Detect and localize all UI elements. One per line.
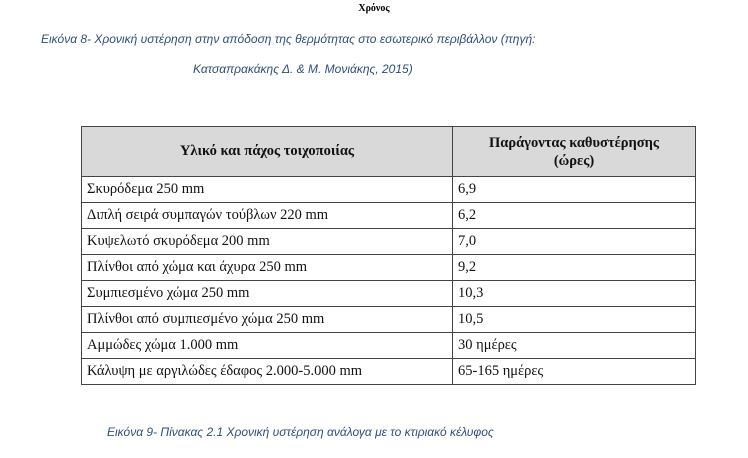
table-row	[82, 177, 696, 203]
figure-axis-label: Χρόνος	[358, 3, 390, 14]
table-row	[82, 307, 696, 333]
delay-cell: 9,2	[453, 255, 696, 281]
material-cell: Πλίνθοι από χώμα και άχυρα 250 mm	[82, 255, 453, 281]
table-row	[82, 255, 696, 281]
material-cell: Διπλή σειρά συμπαγών τούβλων 220 mm	[82, 203, 453, 229]
figure-8-caption-line-1: Εικόνα 8- Χρονική υστέρηση στην απόδοση της θερμότητας στο εσωτερικό περιβάλλον (πηγή:	[41, 32, 536, 46]
table-row	[82, 359, 696, 385]
delay-cell: 65-165 ημέρες	[453, 359, 696, 385]
figure-8-caption-line-2: Κατσαπρακάκης Δ. & Μ. Μονιάκης, 2015)	[193, 62, 413, 76]
header-delay	[453, 127, 696, 177]
material-cell: Κάλυψη με αργιλώδες έδαφος 2.000-5.000 mm	[82, 359, 453, 385]
table-row	[82, 203, 696, 229]
table-header-row	[82, 127, 696, 177]
material-cell: Αμμώδες χώμα 1.000 mm	[82, 333, 453, 359]
delay-cell: 10,3	[453, 281, 696, 307]
header-delay-line-2: (ώρες)	[553, 152, 595, 169]
figure-9-caption: Εικόνα 9- Πίνακας 2.1 Χρονική υστέρηση ανάλογα με το κτιριακό κέλυφος	[107, 425, 494, 439]
material-cell: Κυψελωτό σκυρόδεμα 200 mm	[82, 229, 453, 255]
table-row	[82, 281, 696, 307]
header-delay-line-1: Παράγοντας καθυστέρησης	[488, 134, 660, 151]
delay-cell: 10,5	[453, 307, 696, 333]
delay-cell: 6,9	[453, 177, 696, 203]
table-row	[82, 229, 696, 255]
delay-cell: 30 ημέρες	[453, 333, 696, 359]
table-row	[82, 333, 696, 359]
material-cell: Σκυρόδεμα 250 mm	[82, 177, 453, 203]
delay-cell: 6,2	[453, 203, 696, 229]
header-material: Υλικό και πάχος τοιχοποιίας	[82, 127, 453, 177]
thermal-delay-table	[81, 126, 696, 385]
delay-cell: 7,0	[453, 229, 696, 255]
material-cell: Συμπιεσμένο χώμα 250 mm	[82, 281, 453, 307]
material-cell: Πλίνθοι από συμπιεσμένο χώμα 250 mm	[82, 307, 453, 333]
